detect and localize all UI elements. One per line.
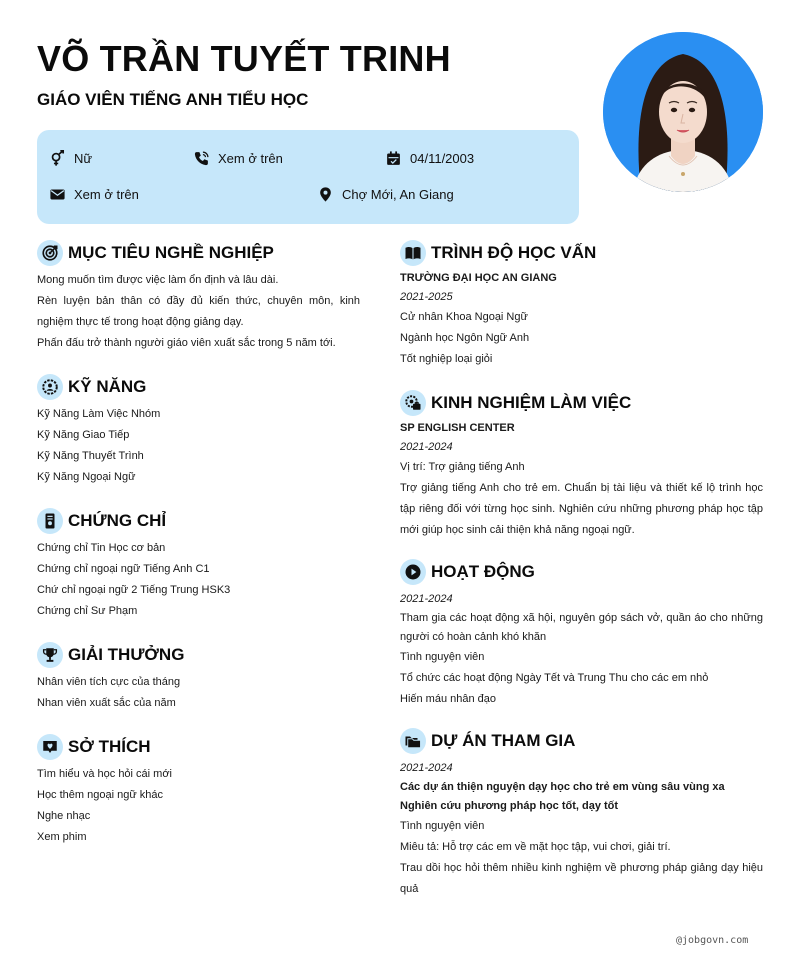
envelope-icon bbox=[49, 186, 66, 203]
school-name: TRƯỜNG ĐẠI HỌC AN GIANG bbox=[400, 272, 557, 284]
certificate-item: Chứng chỉ Tin Học cơ bản bbox=[37, 542, 166, 554]
awards-section bbox=[37, 642, 360, 714]
activity-item: Hiến máu nhân đạo bbox=[400, 693, 497, 705]
left-column bbox=[37, 240, 360, 848]
address-text: Chợ Mới, An Giang bbox=[342, 187, 454, 202]
email-text: Xem ở trên bbox=[74, 187, 139, 202]
skill-item: Kỹ Năng Giao Tiếp bbox=[37, 429, 130, 441]
skills-title: KỸ NĂNG bbox=[68, 377, 147, 396]
objective-line: Mong muốn tìm được việc làm ổn định và lâu dài. bbox=[37, 274, 279, 286]
experience-section bbox=[400, 390, 763, 541]
project-item: Miêu tả: Hỗ trợ các em về mặt học tập, vui chơi, giải trí. bbox=[400, 841, 671, 853]
project-name: Các dự án thiện nguyện dạy học cho trẻ em vùng sâu vùng xa bbox=[400, 781, 725, 793]
skill-item: Kỹ Năng Ngoại Ngữ bbox=[37, 471, 136, 483]
certificate-item: Chứ chỉ ngoại ngữ 2 Tiếng Trung HSK3 bbox=[37, 584, 231, 596]
calendar-icon bbox=[385, 150, 402, 167]
birthday-text: 04/11/2003 bbox=[410, 151, 475, 166]
awards-title: GIẢI THƯỞNG bbox=[68, 645, 185, 664]
hobby-item: Học thêm ngoại ngữ khác bbox=[37, 789, 163, 801]
projects-title: DỰ ÁN THAM GIA bbox=[431, 731, 576, 750]
skill-item: Kỹ Năng Thuyết Trình bbox=[37, 450, 144, 462]
certificates-section bbox=[37, 508, 360, 622]
activities-period: 2021-2024 bbox=[400, 593, 453, 605]
gear-person-icon bbox=[37, 374, 63, 400]
education-line: Ngành học Ngôn Ngữ Anh bbox=[400, 332, 530, 344]
activities-title: HOẠT ĐỘNG bbox=[431, 562, 535, 581]
hobby-item: Nghe nhạc bbox=[37, 810, 91, 822]
experience-description: Trợ giảng tiếng Anh cho trẻ em. Chuẩn bị tài liệu và thiết kế lộ trình học tập riêng đối với từng học sinh. Nghiên cứu những phương pháp học tập mới giúp học sinh cải thiện khả năng ngoại ngữ. bbox=[400, 482, 763, 536]
activity-description: Tham gia các hoạt động xã hội, nguyên góp sách vở, quần áo cho những người có hoàn cảnh khó khăn bbox=[400, 612, 763, 643]
right-column bbox=[400, 240, 763, 900]
hobbies-section bbox=[37, 734, 360, 848]
education-line: Tốt nghiệp loại giỏi bbox=[400, 353, 493, 365]
contact-email[interactable] bbox=[49, 186, 139, 203]
contact-address bbox=[317, 186, 454, 203]
hobby-item: Tìm hiểu và học hỏi cái mới bbox=[37, 768, 172, 780]
project-subtitle: Nghiên cứu phương pháp học tốt, dạy tốt bbox=[400, 800, 619, 812]
projects-period: 2021-2024 bbox=[400, 762, 453, 774]
project-item: Tình nguyện viên bbox=[400, 820, 485, 832]
contact-box bbox=[37, 130, 579, 224]
education-period: 2021-2025 bbox=[400, 291, 453, 303]
book-icon bbox=[400, 240, 426, 266]
contact-phone[interactable] bbox=[193, 150, 283, 167]
folders-icon bbox=[400, 728, 426, 754]
map-pin-icon bbox=[317, 186, 334, 203]
hobby-item: Xem phim bbox=[37, 831, 87, 843]
award-item: Nhan viên xuất sắc của năm bbox=[37, 697, 176, 709]
education-title: TRÌNH ĐỘ HỌC VẤN bbox=[431, 243, 597, 262]
objective-line: Phấn đấu trở thành người giáo viên xuất sắc trong 5 năm tới. bbox=[37, 337, 336, 349]
education-section bbox=[400, 240, 763, 370]
hobbies-title: SỞ THÍCH bbox=[68, 737, 151, 756]
play-icon bbox=[400, 559, 426, 585]
briefcase-gear-icon bbox=[400, 390, 426, 416]
award-item: Nhân viên tích cực của tháng bbox=[37, 676, 181, 688]
education-line: Cử nhân Khoa Ngoại Ngữ bbox=[400, 311, 528, 323]
trophy-icon bbox=[37, 642, 63, 668]
projects-section bbox=[400, 728, 763, 900]
phone-text: Xem ở trên bbox=[218, 151, 283, 166]
activities-section bbox=[400, 559, 763, 710]
experience-position: Vị trí: Trợ giảng tiếng Anh bbox=[400, 461, 525, 473]
activity-item: Tổ chức các hoạt động Ngày Tết và Trung Thu cho các em nhỏ bbox=[400, 672, 709, 684]
company-name: SP ENGLISH CENTER bbox=[400, 422, 515, 434]
experience-period: 2021-2024 bbox=[400, 441, 453, 453]
watermark: @jobgovn.com bbox=[676, 935, 749, 946]
portrait-illustration bbox=[603, 32, 763, 192]
certificate-icon bbox=[37, 508, 63, 534]
certificate-item: Chứng chỉ ngoại ngữ Tiếng Anh C1 bbox=[37, 563, 210, 575]
contact-birthday bbox=[385, 150, 474, 167]
skills-section bbox=[37, 374, 360, 488]
gender-icon bbox=[49, 150, 66, 167]
job-title: GIÁO VIÊN TIẾNG ANH TIỂU HỌC bbox=[37, 90, 309, 109]
contact-gender bbox=[49, 150, 92, 167]
activity-item: Tình nguyện viên bbox=[400, 651, 485, 663]
profile-photo bbox=[603, 32, 763, 192]
project-item: Trau dồi học hỏi thêm nhiều kinh nghiệm về phương pháp giảng dạy hiệu quả bbox=[400, 862, 763, 895]
heart-chat-icon bbox=[37, 734, 63, 760]
target-icon bbox=[37, 240, 63, 266]
certificates-title: CHỨNG CHỈ bbox=[68, 511, 167, 530]
candidate-name: VÕ TRẦN TUYẾT TRINH bbox=[37, 38, 451, 79]
phone-icon bbox=[193, 150, 210, 167]
objective-title: MỤC TIÊU NGHỀ NGHIỆP bbox=[68, 243, 274, 262]
gender-text: Nữ bbox=[74, 151, 93, 166]
skill-item: Kỹ Năng Làm Việc Nhóm bbox=[37, 408, 161, 420]
experience-title: KINH NGHIỆM LÀM VIỆC bbox=[431, 393, 632, 412]
objective-line: Rèn luyện bản thân có đầy đủ kiến thức, chuyên môn, kinh nghiệm thực tế trong hoạt động giảng dạy. bbox=[37, 295, 360, 328]
objective-section bbox=[37, 240, 360, 354]
certificate-item: Chứng chỉ Sư Phạm bbox=[37, 605, 138, 617]
